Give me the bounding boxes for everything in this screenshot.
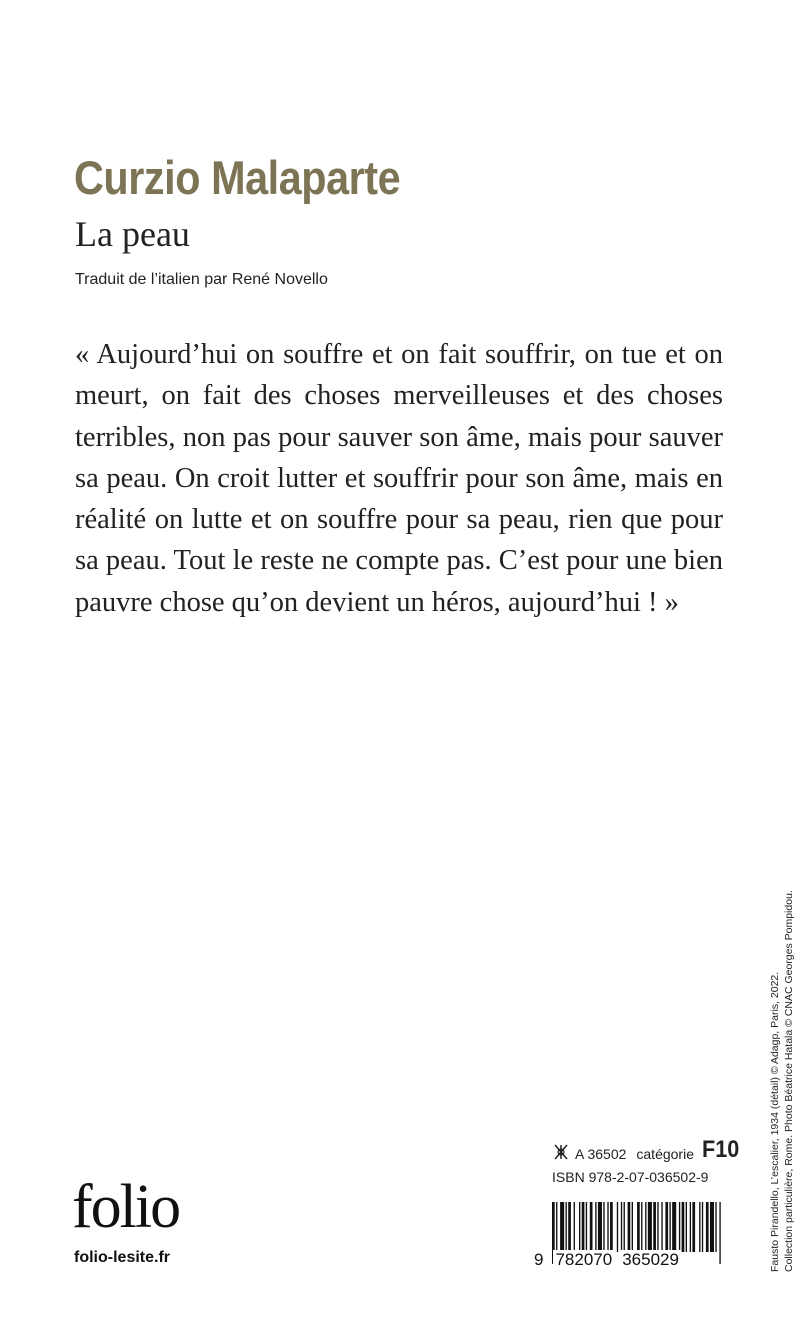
author-name: Curzio Malaparte (74, 151, 401, 204)
gallimard-logo-icon (552, 1143, 570, 1161)
image-credit-line-2: Collection particulière, Rome. Photo Béatrice Hatala © CNAC Georges Pompidou. (783, 890, 795, 1272)
translator-credit: Traduit de l’italien par René Novello (75, 271, 328, 288)
image-credits (768, 812, 796, 1272)
isbn-number: ISBN 978-2-07-036502-9 (552, 1169, 709, 1185)
barcode-group-2: 365029 (622, 1250, 679, 1269)
barcode-group-1: 782070 (555, 1250, 613, 1269)
barcode-digits (532, 1250, 681, 1270)
price-category: F10 (701, 1136, 740, 1163)
catalog-line (552, 1136, 743, 1162)
folio-logo: folio (72, 1173, 180, 1241)
catalog-code: A 36502 (575, 1146, 627, 1162)
image-credit-line-1: Fausto Pirandello, L’escalier, 1934 (détail) © Adagp, Paris, 2022. (769, 971, 781, 1272)
publisher-website: folio-lesite.fr (74, 1249, 171, 1266)
barcode-lead-digit: 9 (534, 1250, 544, 1269)
back-cover-quote: « Aujourd’hui on souffre et on fait souffrir, on tue et on meurt, on fait des choses merveilleuses et des choses terribles, non pas pour sauver son âme, mais pour sauver sa peau. On croit lutter et souffrir pour son âme, mais en réalité on lutte et on souffre pour sa peau, rien que pour sa peau. Tout le reste ne compte pas. C’est pour une bien pauvre chose qu’on devient un héros, aujourd’hui ! » (75, 339, 723, 618)
category-label: catégorie (636, 1146, 694, 1162)
book-title: La peau (75, 214, 190, 254)
